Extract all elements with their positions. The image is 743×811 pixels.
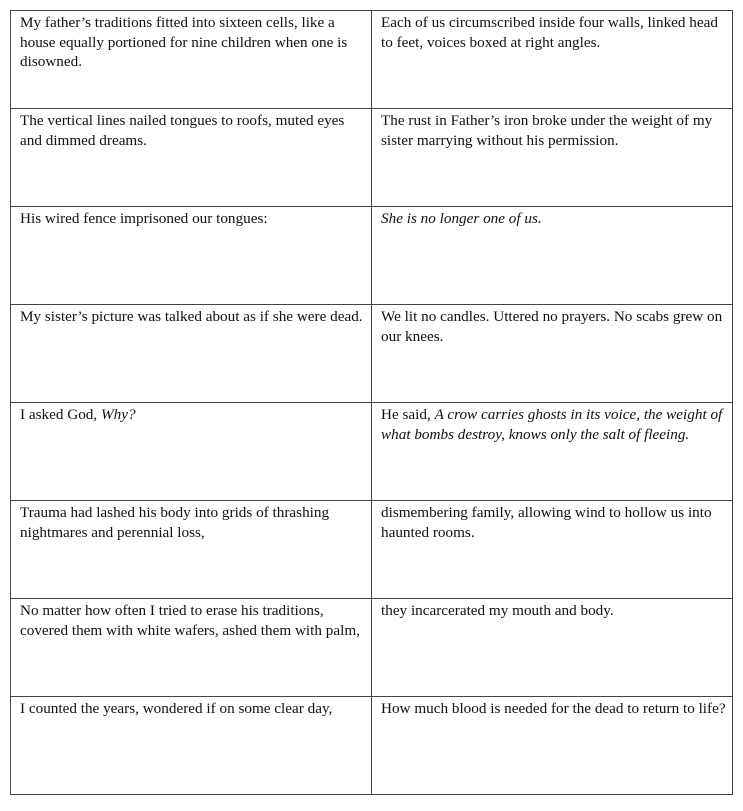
table-row — [11, 697, 733, 795]
text-run: The rust in Father’s iron broke under the weight of my sister marrying without his permission. — [381, 112, 713, 149]
table-cell-left — [11, 11, 372, 109]
text-run: His wired fence imprisoned our tongues: — [20, 210, 268, 227]
text-run: they incarcerated my mouth and body. — [381, 602, 614, 619]
text-run: We lit no candles. Uttered no prayers. No scabs grew on our knees. — [381, 308, 723, 345]
table-cell-right — [372, 305, 733, 403]
table-cell-left — [11, 109, 372, 207]
table-row — [11, 207, 733, 305]
text-run: My father’s traditions fitted into sixteen cells, like a house equally portioned for nine children when one is disowned. — [20, 14, 348, 70]
table-row — [11, 109, 733, 207]
table-cell-left — [11, 501, 372, 599]
italic-text-run: Why? — [100, 406, 136, 423]
table-cell-left — [11, 207, 372, 305]
text-run: dismembering family, allowing wind to hollow us into haunted rooms. — [381, 504, 712, 541]
table-row — [11, 305, 733, 403]
table-cell-right — [372, 109, 733, 207]
table-cell-left — [11, 403, 372, 501]
table-cell-right — [372, 403, 733, 501]
text-run: The vertical lines nailed tongues to roofs, muted eyes and dimmed dreams. — [20, 112, 345, 149]
table-cell-right — [372, 599, 733, 697]
table-cell-right — [372, 501, 733, 599]
poem-table — [10, 10, 733, 795]
text-run: Each of us circumscribed inside four walls, linked head to feet, voices boxed at right angles. — [381, 14, 718, 51]
table-row — [11, 11, 733, 109]
table-cell-left — [11, 599, 372, 697]
table-row — [11, 599, 733, 697]
table-cell-left — [11, 697, 372, 795]
text-run: No matter how often I tried to erase his traditions, covered them with white wafers, ashed them with palm, — [20, 602, 360, 639]
table-cell-right — [372, 11, 733, 109]
table-cell-right — [372, 207, 733, 305]
table-row — [11, 501, 733, 599]
text-run: I counted the years, wondered if on some clear day, — [20, 700, 333, 717]
table-cell-right — [372, 697, 733, 795]
poem-table-body — [11, 11, 733, 795]
italic-text-run: A crow carries ghosts in its voice, the weight of what bombs destroy, knows only the salt of fleeing. — [381, 406, 723, 443]
table-row — [11, 403, 733, 501]
italic-text-run: She is no longer one of us. — [381, 210, 542, 227]
text-run: He said, — [381, 406, 435, 423]
table-cell-left — [11, 305, 372, 403]
text-run: How much blood is needed for the dead to return to life? — [381, 700, 726, 717]
text-run: My sister’s picture was talked about as if she were dead. — [20, 308, 363, 325]
text-run: I asked God, — [20, 406, 101, 423]
text-run: Trauma had lashed his body into grids of thrashing nightmares and perennial loss, — [20, 504, 330, 541]
